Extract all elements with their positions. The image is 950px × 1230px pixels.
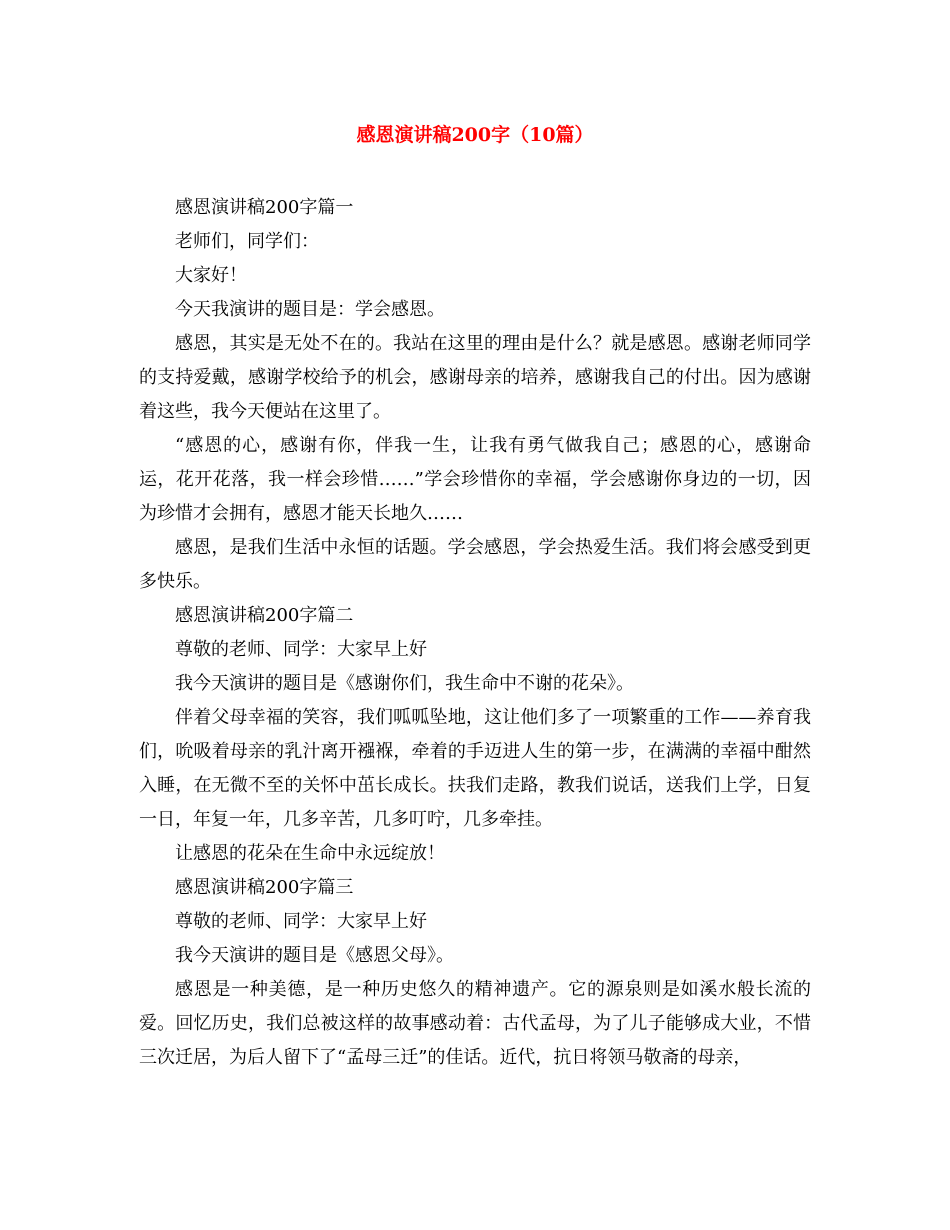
- body-paragraph: 感恩，其实是无处不在的。我站在这里的理由是什么？就是感恩。感谢老师同学的支持爱戴，感谢学校给予的机会，感谢母亲的培养，感谢我自己的付出。因为感谢着这些，我今天便站在这里了。: [139, 333, 811, 422]
- body-paragraph: 感恩，是我们生活中永恒的话题。学会感恩，学会热爱生活。我们将会感受到更多快乐。: [139, 537, 811, 592]
- speech-topic: 今天我演讲的题目是：学会感恩。: [175, 299, 445, 320]
- body-paragraph: “感恩的心，感谢有你，伴我一生，让我有勇气做我自己；感恩的心，感谢命运，花开花落，我一样会珍惜……”学会珍惜你的幸福，学会感谢你身边的一切，因为珍惜才会拥有，感恩才能天长地久……: [139, 435, 811, 524]
- section-heading: 感恩演讲稿200字篇一: [175, 197, 354, 218]
- salutation: 尊敬的老师、同学：大家早上好: [175, 639, 427, 660]
- body-paragraph: 伴着父母幸福的笑容，我们呱呱坠地，这让他们多了一项繁重的工作——养育我们，吮吸着母亲的乳汁离开襁褓，牵着的手迈进人生的第一步，在满满的幸福中酣然入睡，在无微不至的关怀中茁长成长。扶我们走路，教我们说话，送我们上学，日复一日，年复一年，几多辛苦，几多叮咛，几多牵挂。: [139, 707, 811, 830]
- section-heading: 感恩演讲稿200字篇三: [175, 877, 354, 898]
- salutation: 尊敬的老师、同学：大家早上好: [175, 911, 427, 932]
- section-heading: 感恩演讲稿200字篇二: [175, 605, 354, 626]
- document-title: 感恩演讲稿200字（10篇）: [356, 124, 594, 146]
- speech-topic: 我今天演讲的题目是《感恩父母》。: [175, 945, 454, 966]
- salutation: 老师们，同学们：: [175, 231, 319, 252]
- body-paragraph: 让感恩的花朵在生命中永远绽放！: [175, 843, 445, 864]
- document-body: [139, 191, 811, 1075]
- body-paragraph: 感恩是一种美德，是一种历史悠久的精神遗产。它的源泉则是如溪水般长流的爱。回忆历史，我们总被这样的故事感动着：古代孟母，为了儿子能够成大业，不惜三次迁居，为后人留下了“孟母三迁”的佳话。近代，抗日将领马敬斋的母亲，: [139, 979, 811, 1068]
- speech-topic: 我今天演讲的题目是《感谢你们，我生命中不谢的花朵》。: [175, 673, 634, 694]
- greeting: 大家好！: [175, 265, 247, 286]
